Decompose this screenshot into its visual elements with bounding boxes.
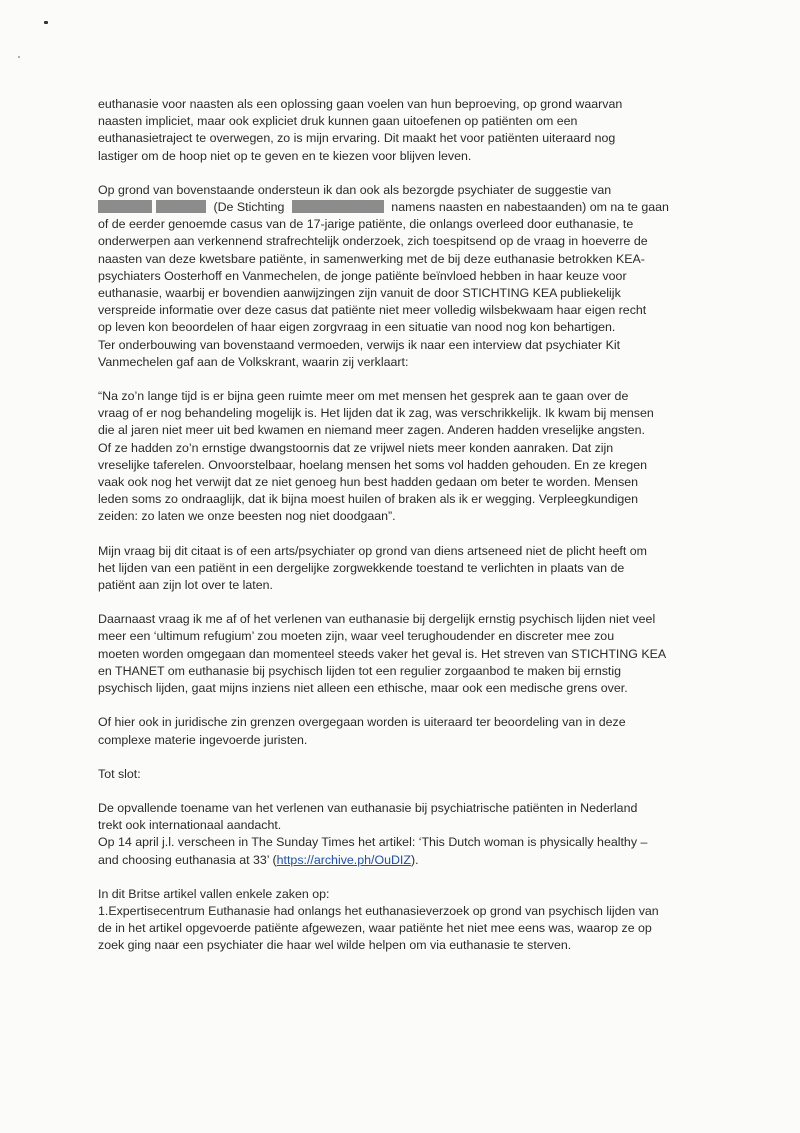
- text-line: lastiger om de hoop niet op te geven en te kiezen voor blijven leven.: [98, 148, 472, 163]
- text-fragment: ).: [410, 852, 419, 867]
- text-line: 1.Expertisecentrum Euthanasie had onlangs het euthanasieverzoek op grond van psychisch lijden van: [98, 903, 659, 918]
- text-line: Op grond van bovenstaande ondersteun ik dan ook als bezorgde psychiater de suggestie van: [98, 182, 612, 197]
- scan-speck: [44, 21, 48, 24]
- text-line: euthanasietraject te overwegen, zo is mijn ervaring. Dit maakt het voor patiënten uiteraard nog: [98, 131, 616, 146]
- text-line: psychisch lijden, gaat mijns inziens niet alleen een ethische, maar ook een medische grens over.: [98, 681, 628, 696]
- paragraph-britse-artikel: [98, 886, 724, 955]
- redaction-box: [156, 200, 206, 213]
- text-line: complexe materie ingevoerde juristen.: [98, 732, 308, 747]
- text-line: naasten van deze kwetsbare patiënte, in samenwerking met de bij deze euthanasie betrokken KEA-: [98, 251, 645, 266]
- text-line: of de eerder genoemde casus van de 17-jarige patiënte, die onlangs overleed door euthanasie, te: [98, 217, 634, 232]
- text-line: [98, 852, 724, 869]
- text-line: het lijden van een patiënt in een dergelijke zorgwekkende toestand te verlichten in plaats van de: [98, 560, 625, 575]
- text-fragment: (De Stichting: [213, 200, 285, 215]
- text-line: onderwerpen aan verkennend strafrechtelijk onderzoek, zich toespitsend op de vraag in hoeverre de: [98, 234, 648, 249]
- quote-line: zeiden: zo laten we onze beesten nog niet doodgaan”.: [98, 509, 396, 524]
- quote-line: “Na zo’n lange tijd is er bijna geen ruimte meer om met mensen het gesprek aan te gaan over de: [98, 389, 629, 404]
- text-line: De opvallende toename van het verlenen van euthanasie bij psychiatrische patiënten in Nederland: [98, 800, 638, 815]
- text-line: Tot slot:: [98, 766, 141, 781]
- text-line: trekt ook internationaal aandacht.: [98, 818, 282, 833]
- quote-line: vaak ook nog het verwijt dat ze niet genoeg hun best hadden gedaan om beter te worden. Mensen: [98, 475, 639, 490]
- paragraph-juridisch: [98, 714, 724, 748]
- text-line: euthanasie, waarbij er bovendien aanwijzingen zijn vanuit de door STICHTING KEA publiekelijk: [98, 286, 621, 301]
- text-line-redacted: [98, 199, 724, 216]
- paragraph-sunday-times: [98, 800, 724, 869]
- paragraph-vraag-citaat: [98, 543, 724, 595]
- quote-line: die al jaren niet meer uit bed kwamen en niemand meer zagen. Anderen hadden vreselijke angsten.: [98, 423, 645, 438]
- text-line: euthanasie voor naasten als een oplossing gaan voelen van hun beproeving, op grond waarvan: [98, 97, 623, 111]
- text-line: Op 14 april j.l. verscheen in The Sunday Times het artikel: ‘This Dutch woman is physically healthy –: [98, 835, 648, 850]
- text-line: Mijn vraag bij dit citaat is of een arts/psychiater op grond van diens artseneed niet de plicht heeft om: [98, 543, 647, 558]
- quote-line: vraag of er nog behandeling mogelijk is. Het lijden dat ik zag, was verschrikkelijk. Ik kwam bij mensen: [98, 406, 654, 421]
- redaction-box: [292, 200, 384, 213]
- text-line: Of hier ook in juridische zin grenzen overgegaan worden is uiteraard ter beoordeling van in deze: [98, 715, 626, 730]
- text-line: In dit Britse artikel vallen enkele zaken op:: [98, 886, 330, 901]
- text-line: en THANET om euthanasie bij psychisch lijden tot een regulier zorgaanbod te maken bij ernstig: [98, 663, 621, 678]
- text-line: psychiaters Oosterhoff en Vanmechelen, de jonge patiënte beïnvloed hebben in haar keuze voor: [98, 268, 627, 283]
- text-fragment: namens naasten en nabestaanden) om na te gaan: [391, 200, 669, 215]
- text-line: naasten impliciet, maar ook expliciet druk kunnen gaan uitoefenen op patiënten om een: [98, 114, 578, 129]
- archive-link[interactable]: https://archive.ph/OuDIZ: [276, 852, 411, 867]
- text-line: de in het artikel opgevoerde patiënte afgewezen, waar patiënte het niet mee eens was, waarop ze op: [98, 921, 652, 936]
- text-line: moeten worden omgegaan dan momenteel steeds vaker het geval is. Het streven van STICHTING KEA: [98, 646, 667, 661]
- redaction-box: [98, 200, 152, 213]
- paragraph-citaat: [98, 388, 724, 526]
- paragraph-naasten-druk: [98, 96, 724, 165]
- text-line: Daarnaast vraag ik me af of het verlenen van euthanasie bij dergelijk ernstig psychisch lijden niet veel: [98, 612, 656, 627]
- text-line: zoek ging naar een psychiater die haar wel wilde helpen om via euthanasie te sterven.: [98, 938, 572, 953]
- text-line: verspreide informatie over deze casus dat patiënte niet meer volledig wilsbekwaam haar eigen recht: [98, 303, 647, 318]
- letter-body: [98, 96, 724, 972]
- scan-speck: [18, 56, 20, 58]
- paragraph-onderzoek-suggestie: [98, 182, 724, 371]
- paragraph-tot-slot: [98, 766, 724, 783]
- quote-line: Of ze hadden zo’n ernstige dwangstoornis dat ze vrijwel niets meer konden aanraken. Dat zijn: [98, 440, 614, 455]
- quote-line: vreselijke taferelen. Onvoorstelbaar, hoelang mensen het soms vol hadden gehouden. En ze kregen: [98, 457, 647, 472]
- text-line: op leven kon beoordelen of haar eigen zorgvraag in een situatie van nood nog kon behartigen.: [98, 320, 616, 335]
- quote-line: leden soms zo ondraaglijk, dat ik bijna moest huilen of braken als ik er wegging. Verpleegkundigen: [98, 492, 639, 507]
- text-fragment: and choosing euthanasia at 33’ (: [98, 852, 277, 867]
- paragraph-ultimum-refugium: [98, 611, 724, 697]
- text-line: Ter onderbouwing van bovenstaand vermoeden, verwijs ik naar een interview dat psychiater Kit: [98, 337, 621, 352]
- text-line: meer een ‘ultimum refugium’ zou moeten zijn, waar veel terughoudender en discreter mee zou: [98, 629, 615, 644]
- text-line: patiënt aan zijn lot over te laten.: [98, 578, 273, 593]
- text-line: Vanmechelen gaf aan de Volkskrant, waarin zij verklaart:: [98, 354, 409, 369]
